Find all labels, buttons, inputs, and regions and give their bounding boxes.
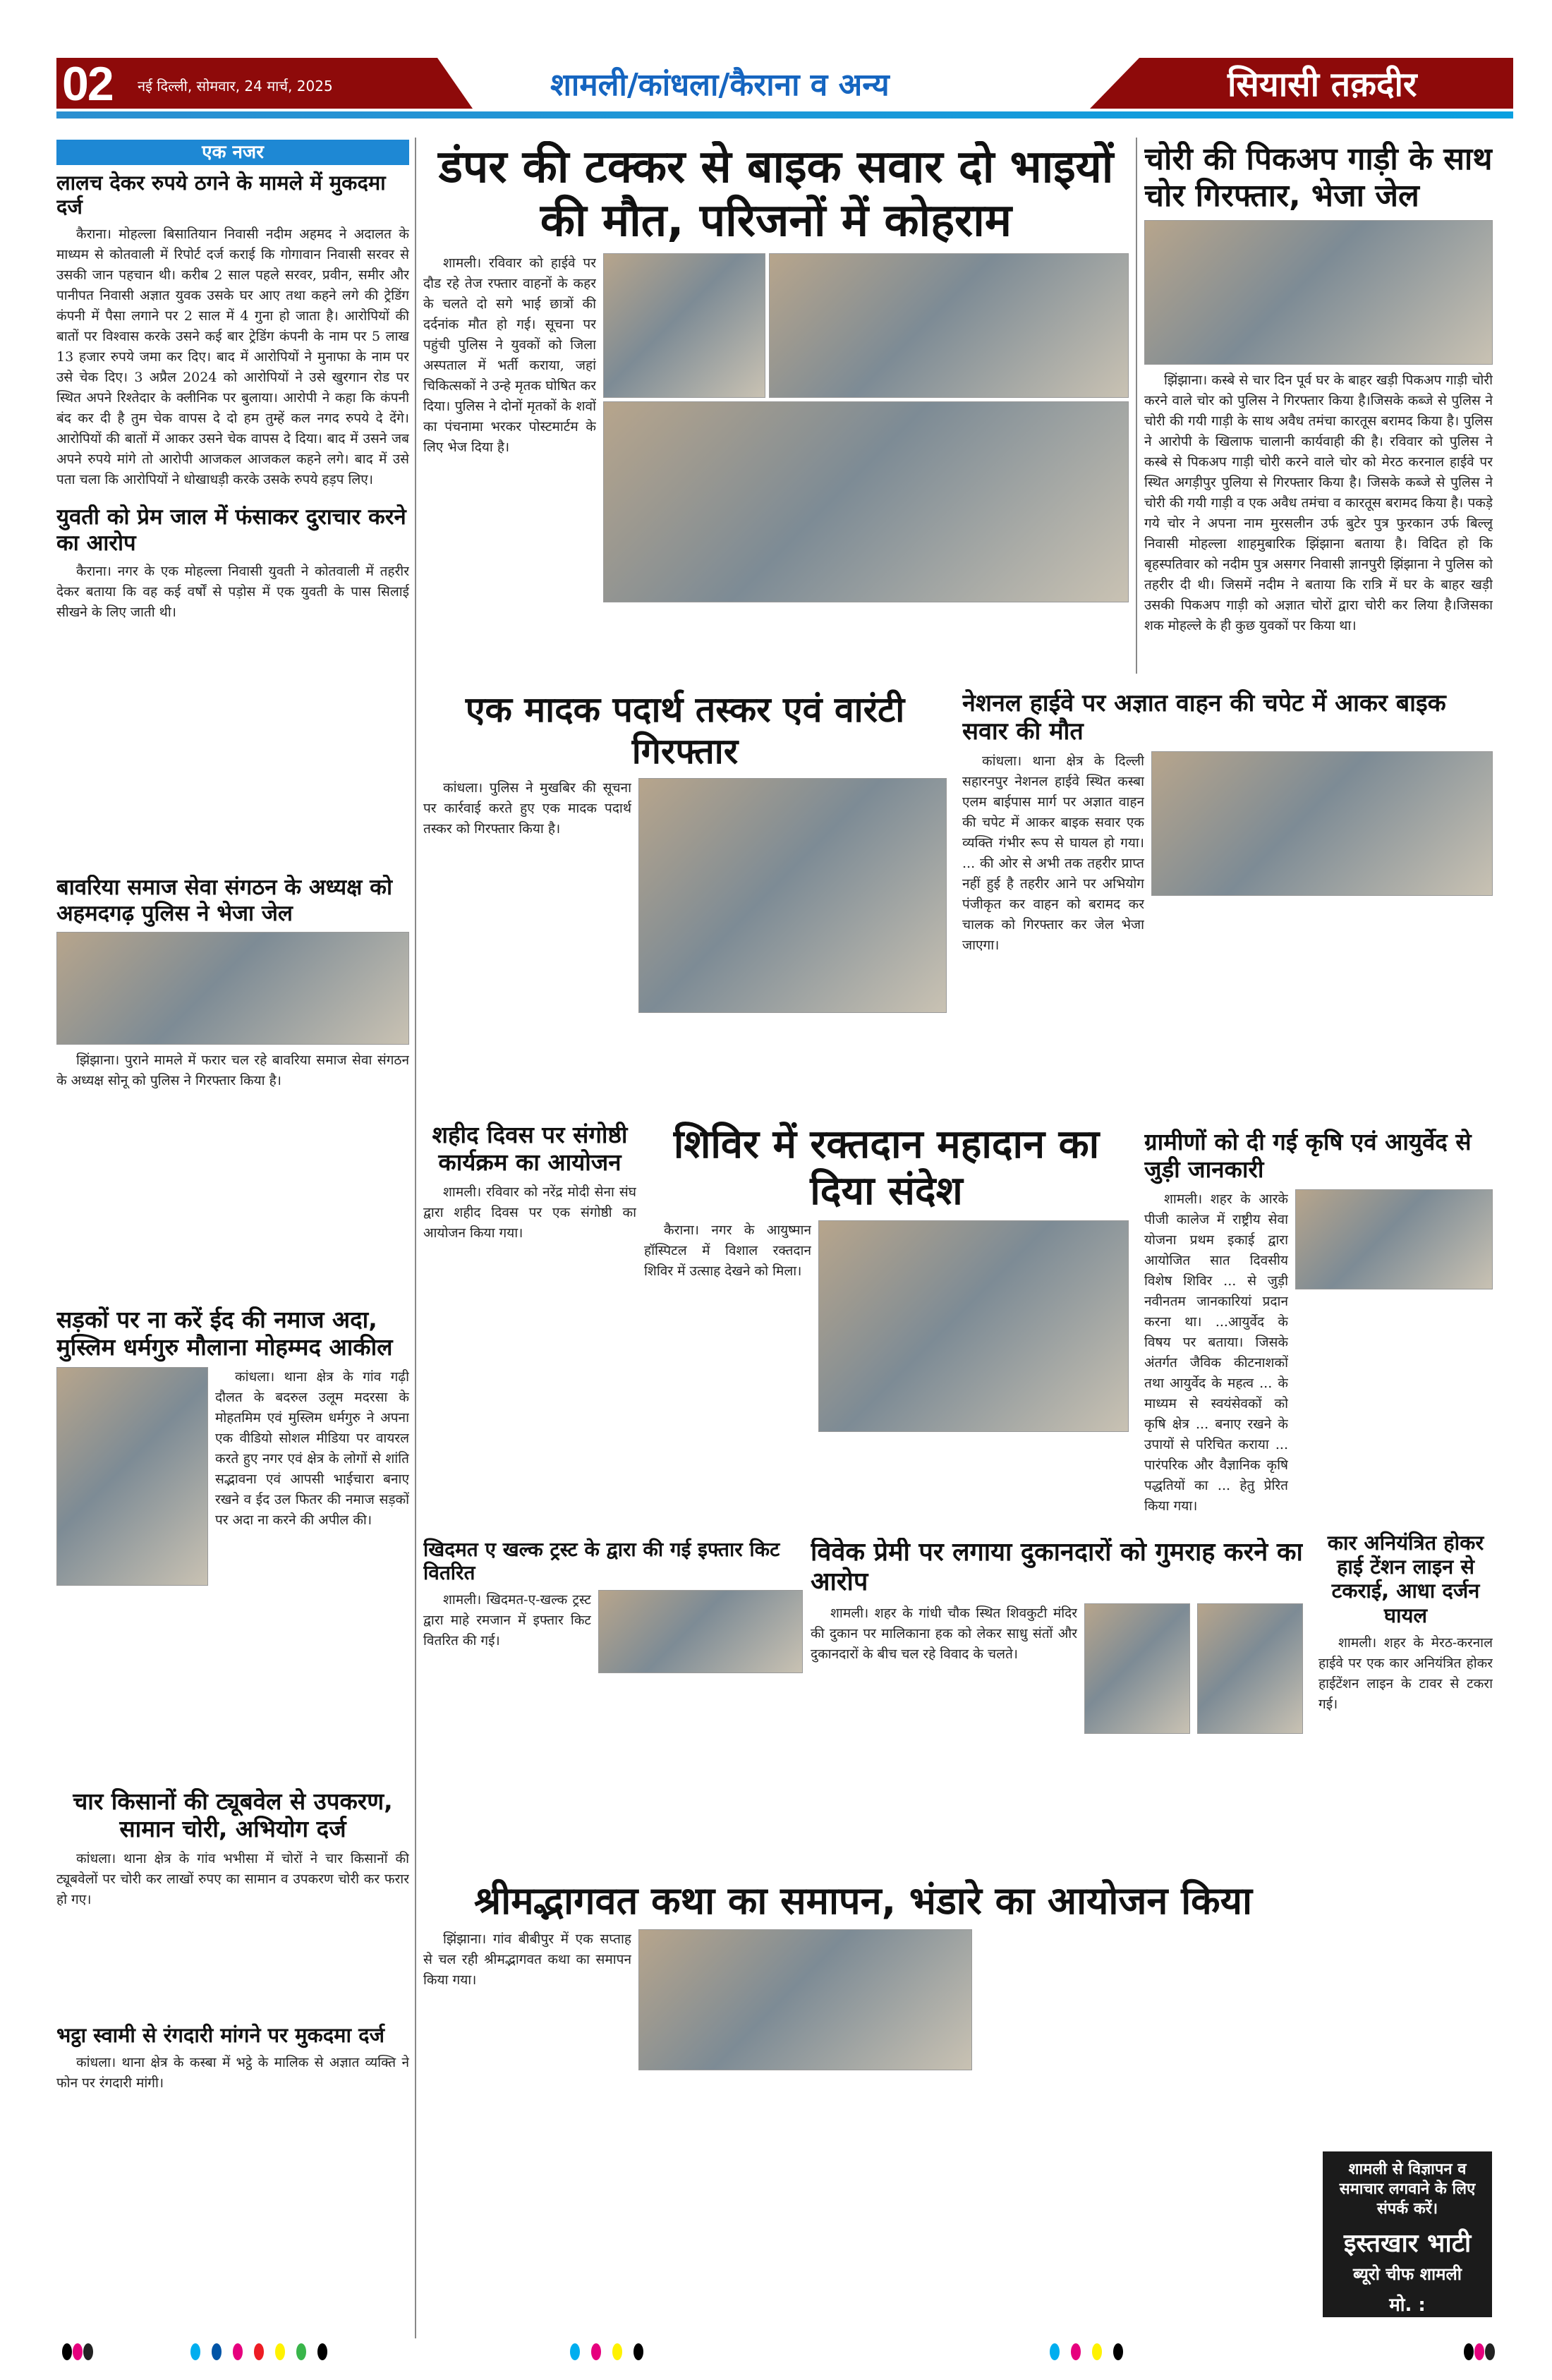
article	[423, 1538, 803, 1869]
article-body: शामली। रविवार को नरेंद्र मोदी सेना संघ द्वारा शहीद दिवस पर एक संगोष्ठी का आयोजन किया गया।	[423, 1184, 636, 1241]
column-divider	[415, 138, 416, 2338]
ek-nazar-label: एक नजर	[56, 140, 409, 165]
article-body: शामली। शहर के आरके पीजी कालेज में राष्ट्रीय सेवा योजना प्रथम इकाई द्वारा आयोजित सात दिवसीय विशेष शिविर ... से जुड़ी नवीनतम जानकारियां प्रदान करना था। ...आयुर्वेद के विषय पर बताया। जिसके अंतर्गत जैविक कीटनाशकों तथा आयुर्वेद के महत्व ... के माध्यम से स्वयंसेवकों को कृषि क्षेत्र ... बनाए रखने के उपायों से परिचित कराया ... पारंपरिक और वैज्ञानिक कृषि पद्धतियों का ... हेतु प्रेरित किया गया।	[1144, 1191, 1288, 1514]
article	[423, 689, 947, 1112]
lead-article	[423, 141, 1129, 667]
police-arrest-photo	[638, 778, 947, 1013]
headline: एक मादक पदार्थ तस्कर एवं वारंटी गिरफ्तार	[465, 689, 905, 772]
headline: सड़कों पर ना करें ईद की नमाज अदा, मुस्लिम धर्मगुरु मौलाना मोहम्मद आकील	[56, 1306, 393, 1361]
article	[644, 1122, 1129, 1524]
headline: शिविर में रक्तदान महादान का दिया संदेश	[673, 1122, 1100, 1215]
article	[423, 1122, 636, 1524]
ad-designation: ब्यूरो चीफ शामली	[1352, 2264, 1462, 2284]
headline: कार अनियंत्रित होकर हाई टेंशन लाइन से टकराई, आधा दर्जन घायल	[1327, 1531, 1484, 1627]
bhagwat-katha-photo	[638, 1929, 972, 2070]
masthead-rule	[56, 111, 1513, 119]
article-body: कांधला। थाना क्षेत्र के गांव गढ़ी दौलत के बदरुल उलूम मदरसा के मोहतमिम एवं मुस्लिम धर्मगुरु ने अपना एक वीडियो सोशल मीडिया पर वायरल करते हुए नगर एवं क्षेत्र के लोगों से शांति सद्भावना एवं आपसी भाईचारा बनाए रखने व ईद उल फितर की नमाज सड़कों पर अदा ना करने की अपील की।	[215, 1368, 409, 1528]
headline: चार किसानों की ट्यूबवेल से उपकरण, सामान चोरी, अभियोग दर्ज	[73, 1788, 393, 1842]
article-body: कांधला। पुलिस ने मुखबिर की सूचना पर कार्रवाई करते हुए एक मादक पदार्थ तस्कर को गिरफ्तार किया है।	[423, 780, 631, 837]
article-body: शामली। शहर के मेरठ-करनाल हाईवे पर एक कार अनियंत्रित होकर हाईटेंशन लाइन के टावर से टकरा गई।	[1318, 1634, 1493, 1712]
newspaper-name: सियासी तक़दीर	[1227, 65, 1417, 104]
article-body: शामली। खिदमत-ए-खल्क ट्रस्ट द्वारा माहे रमजान में इफ्तार किट वितरित की गई।	[423, 1592, 591, 1649]
ad-text: शामली से विज्ञापन व समाचार लगवाने के लिए संपर्क करें।	[1339, 2161, 1476, 2218]
article-body: झिंझाना। गांव बीबीपुर में एक सप्ताह से चल रही श्रीमद्भागवत कथा का समापन किया गया।	[423, 1931, 631, 1988]
article	[56, 2023, 409, 2340]
article	[962, 689, 1493, 1112]
article-body: कांधला। थाना क्षेत्र के गांव भभीसा में चोरों ने चार किसानों की ट्यूबवेलों पर चोरी कर लाखों रुपए का सामान व उपकरण चोरी कर फरार हो गए।	[56, 1850, 409, 1907]
headline: खिदमत ए खल्क ट्रस्ट के द्वारा की गई इफ्तार किट वितरित	[423, 1538, 780, 1585]
headline: नेशनल हाईवे पर अज्ञात वाहन की चपेट में आकर बाइक सवार की मौत	[962, 689, 1446, 746]
article-body: झिंझाना। पुराने मामले में फरार चल रहे बावरिया समाज सेवा संगठन के अध्यक्ष सोनू को पुलिस ने गिरफ्तार किया है।	[56, 1052, 409, 1089]
edition-date: नई दिल्ली, सोमवार, 24 मार्च, 2025	[138, 78, 333, 95]
article	[56, 504, 409, 871]
arrest-photo	[1144, 220, 1493, 365]
article-body: कांधला। थाना क्षेत्र के दिल्ली सहारनपुर नेशनल हाईवे स्थित कस्बा एलम बाईपास मार्ग पर अज्ञात वाहन की चपेट में आकर बाइक सवार एक व्यक्ति गंभीर रूप से घायल हो गया। ... की ओर से अभी तक तहरीर प्राप्त नहीं हुई है तहरीर आने पर अभियोग पंजीकृत कर वाहन को बरामद कर चालक को गिरफ्तार कर जेल भेजा जाएगा।	[962, 753, 1144, 954]
article-body: शामली। शहर के गांधी चौक स्थित शिवकुटी मंदिर की दुकान पर मालिकाना हक को लेकर साधु संतों और दुकानदारों के बीच चल रहे विवाद के चलते।	[811, 1605, 1077, 1662]
iftar-kit-photo	[598, 1590, 803, 1673]
article	[56, 171, 409, 499]
ad-contact-name: इस्तखार भाटी	[1343, 2229, 1472, 2258]
article-body: कांधला। थाना क्षेत्र के कस्बा में भट्ठे के मालिक से अज्ञात व्यक्ति ने फोन पर रंगदारी मांगी।	[56, 2055, 409, 2091]
page-number: 02	[62, 57, 113, 111]
article	[56, 1306, 409, 1781]
article-body: कैराना। नगर के आयुष्मान हॉस्पिटल में विशाल रक्तदान शिविर में उत्साह देखने को मिला।	[644, 1222, 811, 1280]
police-photo	[56, 932, 409, 1045]
blood-donation-photo	[818, 1220, 1129, 1432]
column-divider	[1136, 138, 1137, 674]
article-body: कैराना। मोहल्ला बिसातियान निवासी नदीम अहमद ने अदालत के माध्यम से कोतवाली में रिपोर्ट दर्ज कराई कि गोगावान निवासी सरवर से उसकी जान पहचान थी। करीब 2 साल पहले सरवर, प्रवीन, समीर और पानीपत निवासी अज्ञात युवक उसके घर आए तथा कहने लगे की ट्रेडिंग कंपनी में पैसा लगाने पर 2 साल में 4 गुना हो जाता है। आरोपियों की बातों पर विश्वास करके उसने कई बार ट्रेडिंग कंपनी के नाम पर 5 लाख 13 हजार रुपये जमा कर दिए। बाद में आरोपियों ने मुनाफा के नाम पर उसे चेक दिए। 3 अप्रैल 2024 को आरोपियों ने उसे खुरगान रोड पर स्थित अपने रिश्तेदार के क्लीनिक पर बुलाया। आरोपी ने कहा कि कंपनी बंद कर दी है तुम चेक वापस दे दो हम तुम्हें कल नगद रुपये दे देंगे। आरोपियों की बातों में आकर उसने चेक वापस दे दिया। बाद में उसने जब अपने रुपये मांगे तो आरोपी आजकल आजकल कहने लगे। बाद में उसे पता चला कि आरोपियों ने धोखाधड़ी करके उसके रुपये हड़प लिए।	[56, 226, 409, 488]
cleric-portrait	[56, 1367, 208, 1586]
headline: शहीद दिवस पर संगोष्ठी कार्यक्रम का आयोजन	[432, 1122, 628, 1176]
mourners-group-photo	[603, 401, 1129, 602]
saint-photo	[1084, 1603, 1190, 1734]
article-body: कैराना। नगर के एक मोहल्ला निवासी युवती ने कोतवाली में तहरीर देकर बताया कि वह कई वर्षों से पड़ोस में एक युवती के पास सिलाई सीखने के लिए जाती थी।	[56, 564, 409, 621]
section-title: शामली/कांधला/कैराना व अन्य	[550, 67, 890, 103]
article	[423, 1878, 1303, 2337]
headline: भट्ठा स्वामी से रंगदारी मांगने पर मुकदमा दर्ज	[56, 2023, 384, 2047]
article	[56, 875, 409, 1301]
lead-headline: डंपर की टक्कर से बाइक सवार दो भाइयों की मौत, परिजनों में कोहराम	[438, 141, 1114, 247]
article	[1144, 1129, 1493, 1524]
article-body: शामली। रविवार को हाईवे पर दौड रहे तेज रफ्तार वाहनों के कहर के चलते दो सगे भाई छात्रों की दर्दनांक मौत हो गई। सूचना पर पहुंची पुलिस ने युवकों को जिला अस्पताल में भर्ती कराया, जहां चिकित्सकों ने उन्हे मृतक घोषित कर दिया। पुलिस ने दोनों मृतकों के शवों का पंचनामा भरकर पोस्टमार्टम के लिए भेज दिया है।	[423, 255, 596, 456]
article	[1318, 1531, 1493, 2144]
headline: चोरी की पिकअप गाड़ी के साथ चोर गिरफ्तार, भेजा जेल	[1144, 141, 1493, 214]
article-body: झिंझाना। कस्बे से चार दिन पूर्व घर के बाहर खड़ी पिकअप गाड़ी चोरी करने वाले चोर को पुलिस ने गिरफ्तार किया है।जिसके कब्जे से पुलिस ने चोरी की गयी गाड़ी के साथ अवैध तमंचा कारतूस बरामद किया है। पुलिस ने आरोपी के खिलाफ चालानी कार्यवाही की है। रविवार को पुलिस ने कस्बे से पिकअप गाड़ी चोरी करने वाले चोर को मेरठ करनाल हाईवे पर स्थित अगड़ीपुर पुलिया से गिरफ्तार किया है। जिसके कब्जे से पुलिस ने चोरी की गयी गाड़ी व एक अवैध तमंचा व कारतूस बरामद किया है। पकड़े गये चोर ने अपना नाम मुरसलीन उर्फ बुटेर पुत्र फुरकान उर्फ बिल्लू निवासी मोहल्ला शाहमुबारिक झिंझाना बताया है। विदित हो कि बृहस्पतिवार को नदीम पुत्र असगर निवासी ज्ञानपुरी झिंझाना ने पुलिस को तहरीर दी थी। जिसमें नदीम ने बताया कि रात्रि में घर के बाहर खड़ी उसकी पिकअप गाड़ी को अज्ञात चोरों द्वारा चोरी कर लिया है।जिसका शक मोहल्ले के ही कुछ युवकों पर किया था।	[1144, 372, 1493, 633]
article	[1144, 141, 1493, 667]
ad-phone: मो. : 9927682999	[1343, 2295, 1472, 2338]
accident-victim-photo	[603, 253, 765, 398]
headline: श्रीमद्भागवत कथा का समापन, भंडारे का आयोजन किया	[474, 1878, 1252, 1923]
headline: विवेक प्रेमी पर लगाया दुकानदारों को गुमराह करने का आरोप	[811, 1538, 1303, 1597]
saint-photo	[1197, 1603, 1303, 1734]
headline: लालच देकर रुपये ठगने के मामले में मुकदमा दर्ज	[56, 171, 386, 219]
awareness-programme-photo	[1295, 1189, 1493, 1289]
headline: युवती को प्रेम जाल में फंसाकर दुराचार करने का आरोप	[56, 504, 406, 556]
family-group-photo	[769, 253, 1129, 398]
headline: बावरिया समाज सेवा संगठन के अध्यक्ष को अहमदगढ़ पुलिस ने भेजा जेल	[56, 875, 392, 926]
advertisement-box	[1323, 2151, 1492, 2338]
article	[56, 1788, 409, 2017]
hospital-photo	[1151, 751, 1493, 896]
article	[811, 1538, 1303, 1869]
headline: ग्रामीणों को दी गई कृषि एवं आयुर्वेद से जुड़ी जानकारी	[1144, 1129, 1472, 1183]
